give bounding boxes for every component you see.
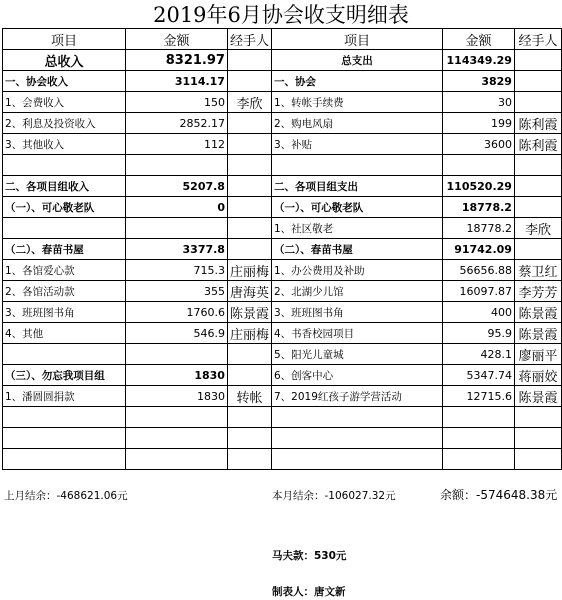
header-handler-right: 经手人 (514, 29, 561, 50)
right-handler-cell: 蔡卫红 (514, 260, 561, 281)
right-amount-cell: 199 (442, 113, 514, 134)
right-handler-cell (514, 176, 561, 197)
blank-row (3, 449, 562, 470)
table-row (3, 344, 562, 365)
left-handler-cell: 唐海英 (227, 281, 271, 302)
table-row (3, 239, 562, 260)
right-amount-cell: 400 (442, 302, 514, 323)
left-item-cell (3, 218, 126, 239)
left-amount-cell: 1760.6 (125, 302, 227, 323)
right-amount-cell (442, 155, 514, 176)
right-amount-cell: 428.1 (442, 344, 514, 365)
blank-cell (442, 428, 514, 449)
left-handler-cell (227, 344, 271, 365)
left-amount-cell: 355 (125, 281, 227, 302)
left-amount-cell: 3114.17 (125, 71, 227, 92)
left-item-cell (3, 344, 126, 365)
right-item-cell: （一）、可心敬老队 (271, 197, 442, 218)
right-handler-cell: 陈景霞 (514, 386, 561, 407)
left-item-cell: （二）、春苗书屋 (3, 239, 126, 260)
right-item-cell: 6、创客中心 (271, 365, 442, 386)
this-month-balance: 本月结余：-106027.32元 (272, 490, 396, 502)
left-handler-cell (227, 197, 271, 218)
right-item-cell: 1、社区敬老 (271, 218, 442, 239)
left-handler-cell (227, 239, 271, 260)
left-handler-cell (227, 113, 271, 134)
right-item-cell: （二）、春苗书屋 (271, 239, 442, 260)
total-income-label: 总收入 (3, 50, 126, 71)
right-handler-cell: 陈景霞 (514, 302, 561, 323)
table-row (3, 197, 562, 218)
right-amount-cell: 18778.2 (442, 218, 514, 239)
table-row (3, 155, 562, 176)
mafu-fund: 马夫款：530元 (272, 550, 347, 562)
table-row (3, 92, 562, 113)
right-handler-cell: 李欣 (514, 218, 561, 239)
blank-cell (125, 449, 227, 470)
left-handler-cell: 庄丽梅 (227, 323, 271, 344)
blank-cell (442, 407, 514, 428)
right-amount-cell: 5347.74 (442, 365, 514, 386)
ledger-table (2, 28, 562, 470)
left-handler-cell: 李欣 (227, 92, 271, 113)
blank-cell (271, 428, 442, 449)
left-amount-cell: 3377.8 (125, 239, 227, 260)
header-amount-right: 金额 (442, 29, 514, 50)
right-amount-cell: 3829 (442, 71, 514, 92)
left-item-cell: 4、其他 (3, 323, 126, 344)
left-item-cell: （一）、可心敬老队 (3, 197, 126, 218)
blank-cell (271, 449, 442, 470)
table-row (3, 365, 562, 386)
table-row (3, 386, 562, 407)
left-item-cell: 1、潘圆圆捐款 (3, 386, 126, 407)
right-handler-cell: 陈景霞 (514, 323, 561, 344)
total-expense-label: 总支出 (271, 50, 442, 71)
table-row (3, 176, 562, 197)
left-handler-cell: 陈景霞 (227, 302, 271, 323)
left-handler-cell (227, 365, 271, 386)
right-handler-cell (514, 197, 561, 218)
blank-cell (125, 407, 227, 428)
left-amount-cell (125, 218, 227, 239)
right-amount-cell: 30 (442, 92, 514, 113)
right-item-cell: 5、阳光儿童城 (271, 344, 442, 365)
left-item-cell: 1、各馆爱心款 (3, 260, 126, 281)
table-row (3, 113, 562, 134)
right-item-cell: 7、2019红孩子游学营活动 (271, 386, 442, 407)
header-row (3, 29, 562, 50)
left-handler-cell (227, 155, 271, 176)
left-item-cell: 2、各馆活动款 (3, 281, 126, 302)
blank-cell (442, 449, 514, 470)
left-amount-cell: 150 (125, 92, 227, 113)
left-item-cell: 1、会费收入 (3, 92, 126, 113)
left-item-cell: 2、利息及投资收入 (3, 113, 126, 134)
sheet-title: 2019年6月协会收支明细表 (153, 3, 409, 27)
blank-cell (514, 407, 561, 428)
right-item-cell: 二、各项目组支出 (271, 176, 442, 197)
blank-cell (227, 449, 271, 470)
table-row (3, 323, 562, 344)
table-row (3, 302, 562, 323)
right-handler-cell (514, 92, 561, 113)
table-row (3, 260, 562, 281)
table-row (3, 134, 562, 155)
right-item-cell: 一、协会 (271, 71, 442, 92)
left-item-cell: （三）、勿忘我项目组 (3, 365, 126, 386)
left-amount-cell: 0 (125, 197, 227, 218)
left-handler-cell (227, 176, 271, 197)
left-item-cell: 3、班班图书角 (3, 302, 126, 323)
right-item-cell: 1、办公费用及补助 (271, 260, 442, 281)
right-handler-cell (514, 71, 561, 92)
right-handler-cell: 蒋丽姣 (514, 365, 561, 386)
right-item-cell: 3、班班图书角 (271, 302, 442, 323)
prepared-by: 制表人：唐文新 (272, 586, 346, 598)
right-handler-cell: 陈利霞 (514, 134, 561, 155)
right-amount-cell: 3600 (442, 134, 514, 155)
right-item-cell (271, 155, 442, 176)
right-amount-cell: 12715.6 (442, 386, 514, 407)
left-handler-cell (227, 218, 271, 239)
left-amount-cell: 1830 (125, 386, 227, 407)
left-handler-cell: 转帐 (227, 386, 271, 407)
blank-cell (3, 428, 126, 449)
left-amount-cell: 5207.8 (125, 176, 227, 197)
total-income-handler (227, 50, 271, 71)
last-month-balance: 上月结余：-468621.06元 (4, 490, 128, 502)
right-amount-cell: 56656.88 (442, 260, 514, 281)
right-amount-cell: 95.9 (442, 323, 514, 344)
right-amount-cell: 16097.87 (442, 281, 514, 302)
blank-cell (271, 407, 442, 428)
left-amount-cell: 2852.17 (125, 113, 227, 134)
header-item-right: 项目 (271, 29, 442, 50)
right-item-cell: 4、书香校园项目 (271, 323, 442, 344)
left-amount-cell: 1830 (125, 365, 227, 386)
left-item-cell (3, 155, 126, 176)
total-income-value: 8321.97 (125, 50, 227, 71)
blank-cell (514, 449, 561, 470)
totals-row (3, 50, 562, 71)
blank-cell (3, 407, 126, 428)
right-handler-cell: 廖丽平 (514, 344, 561, 365)
header-amount-left: 金额 (125, 29, 227, 50)
left-amount-cell (125, 344, 227, 365)
table-row (3, 218, 562, 239)
left-handler-cell (227, 71, 271, 92)
right-amount-cell: 18778.2 (442, 197, 514, 218)
header-handler-left: 经手人 (227, 29, 271, 50)
right-item-cell: 1、转帐手续费 (271, 92, 442, 113)
left-amount-cell: 112 (125, 134, 227, 155)
blank-cell (514, 428, 561, 449)
blank-row (3, 407, 562, 428)
blank-cell (227, 428, 271, 449)
right-item-cell: 3、补贴 (271, 134, 442, 155)
left-item-cell: 3、其他收入 (3, 134, 126, 155)
blank-row (3, 428, 562, 449)
right-handler-cell: 陈利霞 (514, 113, 561, 134)
blank-cell (227, 407, 271, 428)
remaining-balance: 余额：-574648.38元 (440, 488, 558, 502)
blank-cell (125, 428, 227, 449)
right-amount-cell: 91742.09 (442, 239, 514, 260)
right-handler-cell: 李芳芳 (514, 281, 561, 302)
left-amount-cell: 715.3 (125, 260, 227, 281)
total-expense-value: 114349.29 (442, 50, 514, 71)
left-handler-cell (227, 134, 271, 155)
left-item-cell: 一、协会收入 (3, 71, 126, 92)
left-handler-cell: 庄丽梅 (227, 260, 271, 281)
right-handler-cell (514, 239, 561, 260)
table-row (3, 71, 562, 92)
right-item-cell: 2、北湖少儿馆 (271, 281, 442, 302)
left-amount-cell (125, 155, 227, 176)
total-expense-handler (514, 50, 561, 71)
right-amount-cell: 110520.29 (442, 176, 514, 197)
header-item-left: 项目 (3, 29, 126, 50)
left-amount-cell: 546.9 (125, 323, 227, 344)
table-row (3, 281, 562, 302)
right-handler-cell (514, 155, 561, 176)
left-item-cell: 二、各项目组收入 (3, 176, 126, 197)
blank-cell (3, 449, 126, 470)
right-item-cell: 2、购电风扇 (271, 113, 442, 134)
